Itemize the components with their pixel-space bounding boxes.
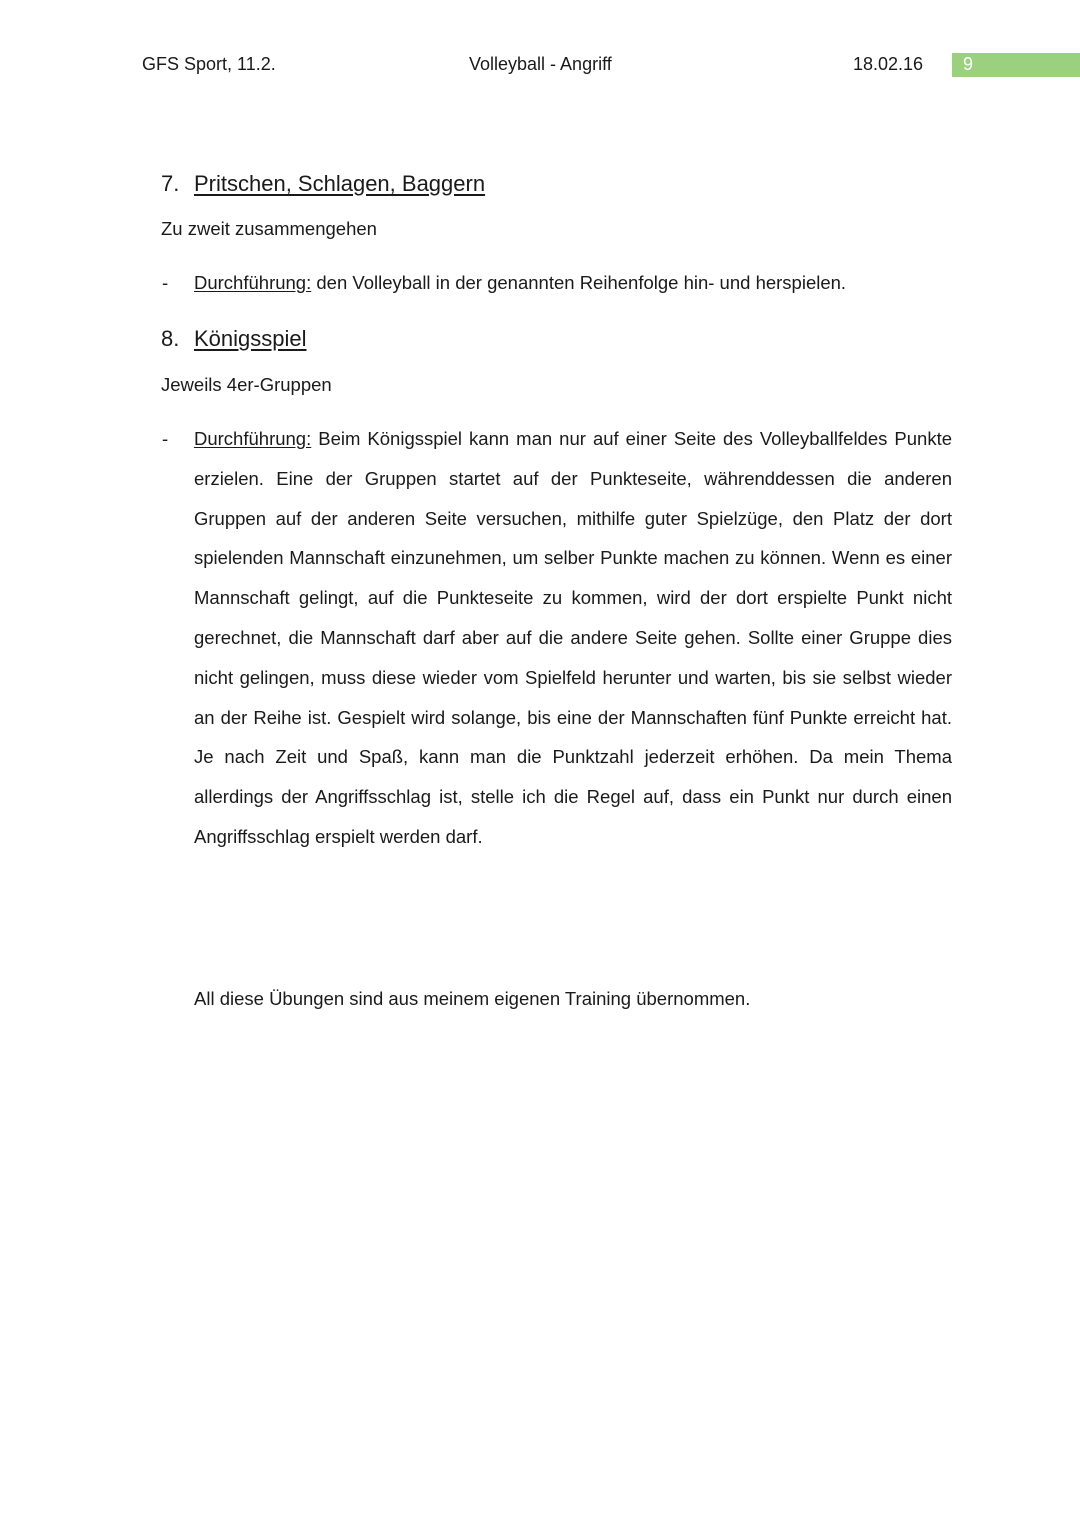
- bullet-item: [194, 263, 952, 303]
- bullet-body: Beim Königsspiel kann man nur auf einer Seite des Volleyballfeldes Punkte erzielen. Eine der Gruppen startet auf der Punkteseite, währenddessen die anderen Gruppen auf der anderen Seite versuchen, mithilfe guter Spielzüge, den Platz der dort spielenden Mannschaft einzunehmen, um selber Punkte machen zu können. Wenn es einer Mannschaft gelingt, auf die Punkteseite zu kommen, wird der dort erspielte Punkt nicht gerechnet, die Mannschaft darf aber auf die andere Seite gehen. Sollte einer Gruppe dies nicht gelingen, muss diese wieder vom Spielfeld herunter und warten, bis sie selbst wieder an der Reihe ist. Gespielt wird solange, bis eine der Mannschaften fünf Punkte erreicht hat. Je nach Zeit und Spaß, kann man die Punktzahl jederzeit erhöhen. Da mein Thema allerdings der Angriffsschlag ist, stelle ich die Regel auf, dass ein Punkt nur durch einen Angriffsschlag erspielt werden darf.: [194, 428, 952, 847]
- section-number: 8.: [161, 326, 180, 351]
- section-heading-8: [161, 326, 307, 352]
- page-number: 9: [963, 54, 974, 74]
- bullet-body: den Volleyball in der genannten Reihenfolge hin- und herspielen.: [311, 272, 847, 293]
- bullet-label: Durchführung:: [194, 428, 312, 449]
- header-course: GFS Sport, 11.2.: [142, 54, 276, 74]
- bullet-marker: -: [162, 428, 169, 449]
- section-title: Königsspiel: [194, 326, 307, 351]
- section-number: 7.: [161, 171, 180, 196]
- closing-note: All diese Übungen sind aus meinem eigenen Training übernommen.: [194, 988, 751, 1009]
- section-subtitle: Jeweils 4er-Gruppen: [161, 374, 332, 395]
- bullet-marker: -: [162, 272, 169, 293]
- header-date: 18.02.16: [853, 54, 924, 74]
- bullet-label: Durchführung:: [194, 272, 312, 293]
- bullet-item: [194, 419, 952, 857]
- section-heading-7: [161, 171, 485, 197]
- section-subtitle: Zu zweit zusammengehen: [161, 218, 377, 239]
- section-title: Pritschen, Schlagen, Baggern: [194, 171, 486, 196]
- header-topic: Volleyball - Angriff: [469, 54, 612, 74]
